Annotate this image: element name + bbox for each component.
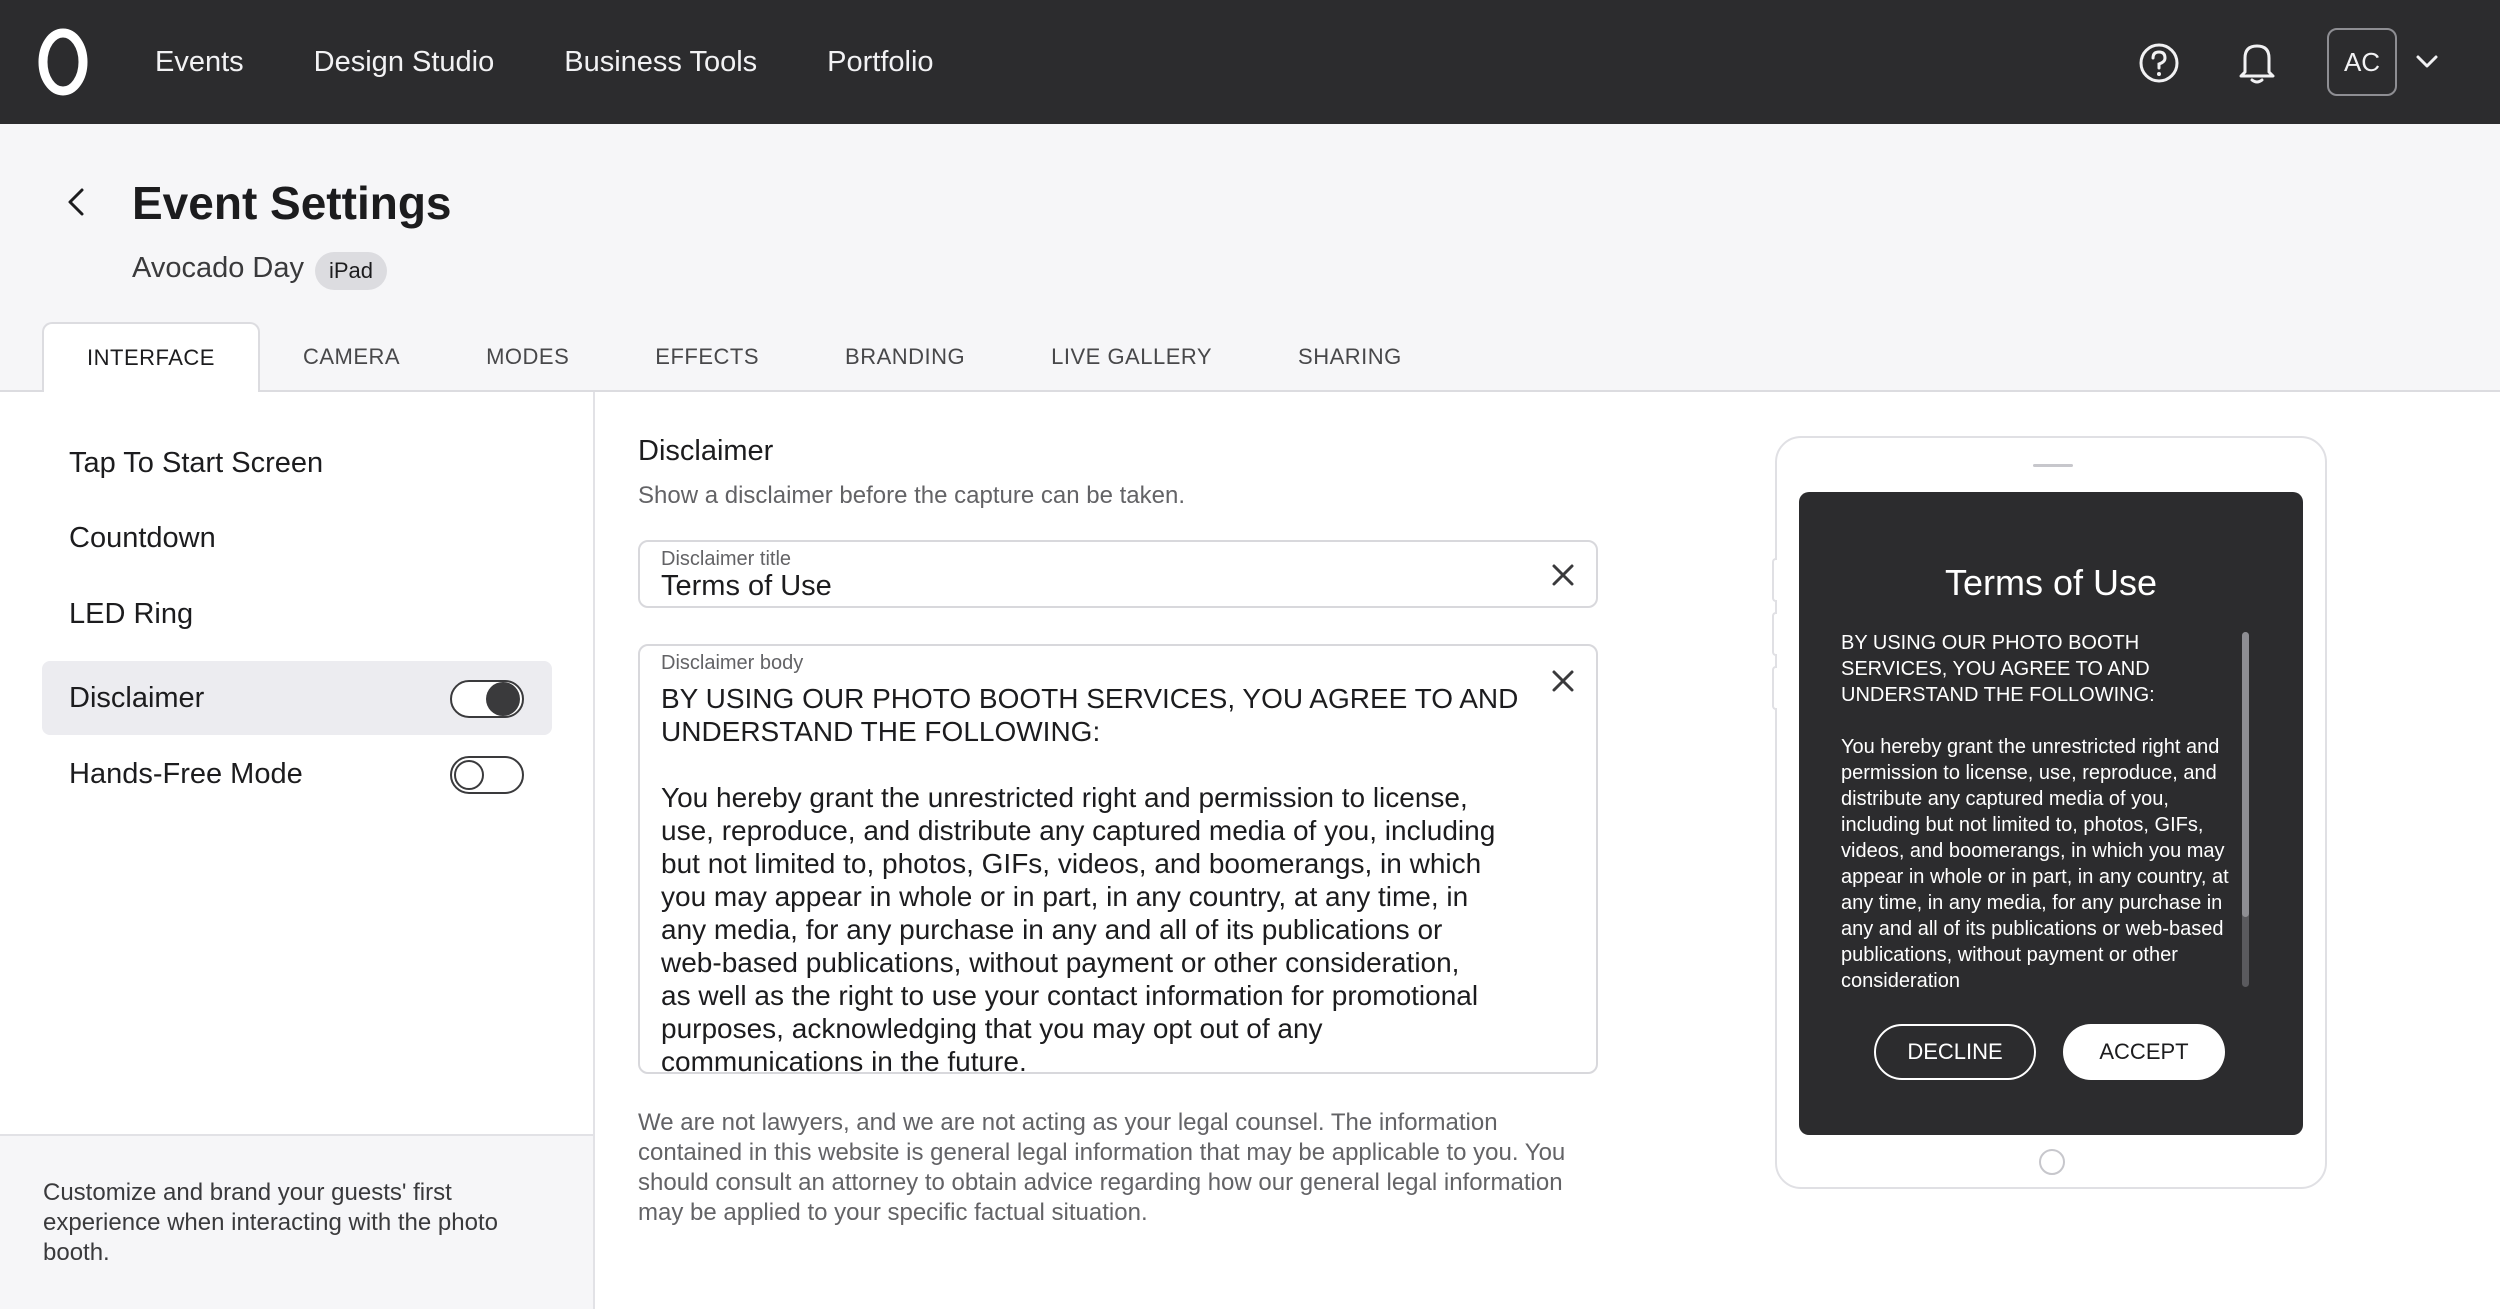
disclaimer-title-field[interactable] <box>638 540 1598 608</box>
ipad-side-button <box>1772 558 1777 602</box>
sidebar-item-tap-to-start[interactable] <box>42 426 552 500</box>
disclaimer-body-input[interactable]: BY USING OUR PHOTO BOOTH SERVICES, YOU AGREE TO AND UNDERSTAND THE FOLLOWING: You hereby grant the unrestricted right and permission to license, use, reproduce, and distribute any captured media of you, including but not limited to, photos, GIFs, videos, and boomerangs, in which you may appear in whole or in part, in any country, at any time, in any media, for any purchase in any and all of its publications or web-based publications, without payment or other consideration, as well as the right to use your contact information for promotional purposes, acknowledging that you may opt out of any communications in the future. <box>661 683 1519 1077</box>
ipad-side-button <box>1772 612 1777 656</box>
chevron-down-icon[interactable] <box>2414 50 2440 72</box>
tab-camera[interactable]: CAMERA <box>302 344 401 369</box>
sidebar-item-countdown[interactable] <box>42 501 552 575</box>
help-icon[interactable] <box>2138 42 2180 84</box>
bell-icon[interactable] <box>2237 40 2277 84</box>
disclaimer-title-input[interactable]: Terms of Use <box>661 570 832 602</box>
sidebar-item-hands-free[interactable] <box>42 737 552 811</box>
section-title: Disclaimer <box>638 435 774 467</box>
toggle-knob <box>486 682 520 716</box>
preview-title: Terms of Use <box>1944 562 2158 603</box>
user-avatar[interactable]: AC <box>2327 28 2397 96</box>
section-description: Show a disclaimer before the capture can be taken. <box>638 482 1185 509</box>
sidebar-item-label: Countdown <box>69 521 216 554</box>
page-title: Event Settings <box>132 177 452 229</box>
page-header <box>0 124 2500 392</box>
sidebar-item-disclaimer[interactable] <box>42 661 552 735</box>
clear-body-icon[interactable] <box>1550 668 1576 694</box>
sidebar-footer: Customize and brand your guests' first experience when interacting with the photo booth. <box>0 1134 593 1309</box>
tab-live-gallery[interactable]: LIVE GALLERY <box>1051 344 1213 369</box>
sidebar-item-led-ring[interactable] <box>42 577 552 651</box>
accept-button[interactable]: ACCEPT <box>2063 1024 2225 1080</box>
ipad-speaker <box>2033 464 2073 467</box>
legal-notice: We are not lawyers, and we are not acting as your legal counsel. The information contained in this website is general legal information that may be applicable to you. You should consult an attorney to obtain advice regarding how our general legal information may be applied to your specific factual situation. <box>638 1109 1566 1226</box>
sidebar-item-label: Hands-Free Mode <box>69 757 303 790</box>
ipad-side-button <box>1772 666 1777 710</box>
decline-button[interactable]: DECLINE <box>1874 1024 2036 1080</box>
field-label: Disclaimer title <box>661 548 792 570</box>
tab-sharing[interactable]: SHARING <box>1298 344 1402 369</box>
settings-sidebar <box>0 392 595 1309</box>
disclaimer-toggle[interactable] <box>450 680 524 718</box>
ipad-home-button <box>2039 1149 2065 1175</box>
scrollbar-thumb[interactable] <box>2242 632 2249 917</box>
logo-icon[interactable] <box>38 28 88 96</box>
sidebar-item-label: Tap To Start Screen <box>69 446 324 479</box>
tab-modes[interactable]: MODES <box>486 344 570 369</box>
sidebar-item-label: Disclaimer <box>69 681 205 714</box>
ipad-preview <box>1775 436 2327 1189</box>
event-name: Avocado Day <box>132 252 304 284</box>
field-label: Disclaimer body <box>661 652 804 674</box>
tab-effects[interactable]: EFFECTS <box>655 344 760 369</box>
back-arrow-icon[interactable] <box>64 184 88 220</box>
hands-free-toggle[interactable] <box>450 756 524 794</box>
nav-item-events[interactable]: Events <box>155 45 244 78</box>
clear-title-icon[interactable] <box>1550 562 1576 588</box>
preview-body: BY USING OUR PHOTO BOOTH SERVICES, YOU AGREE TO AND UNDERSTAND THE FOLLOWING: You hereby grant the unrestricted right and permission to license, use, reproduce, and distribute any captured media of you, including but not limited to, photos, GIFs, videos, and boomerangs, in which you may appear in whole or in part, in any country, at any time, in any media, for any purchase in any and all of its publications or web-based publications, without payment or other consideration <box>1841 632 2229 990</box>
device-badge: iPad <box>315 252 387 290</box>
disclaimer-body-field[interactable] <box>638 644 1598 1077</box>
tab-interface[interactable]: INTERFACE <box>42 322 260 394</box>
settings-tabs <box>42 322 1445 394</box>
nav-item-business-tools[interactable]: Business Tools <box>564 45 758 78</box>
top-nav <box>0 0 2500 124</box>
preview-screen <box>1799 492 2303 1135</box>
toggle-knob <box>454 760 484 790</box>
nav-item-portfolio[interactable]: Portfolio <box>827 45 934 78</box>
nav-item-design-studio[interactable]: Design Studio <box>313 45 495 78</box>
sidebar-item-label: LED Ring <box>69 597 194 630</box>
preview-scrollbar[interactable] <box>2242 632 2249 987</box>
tab-branding[interactable]: BRANDING <box>845 344 966 369</box>
nav-menu <box>155 0 934 124</box>
